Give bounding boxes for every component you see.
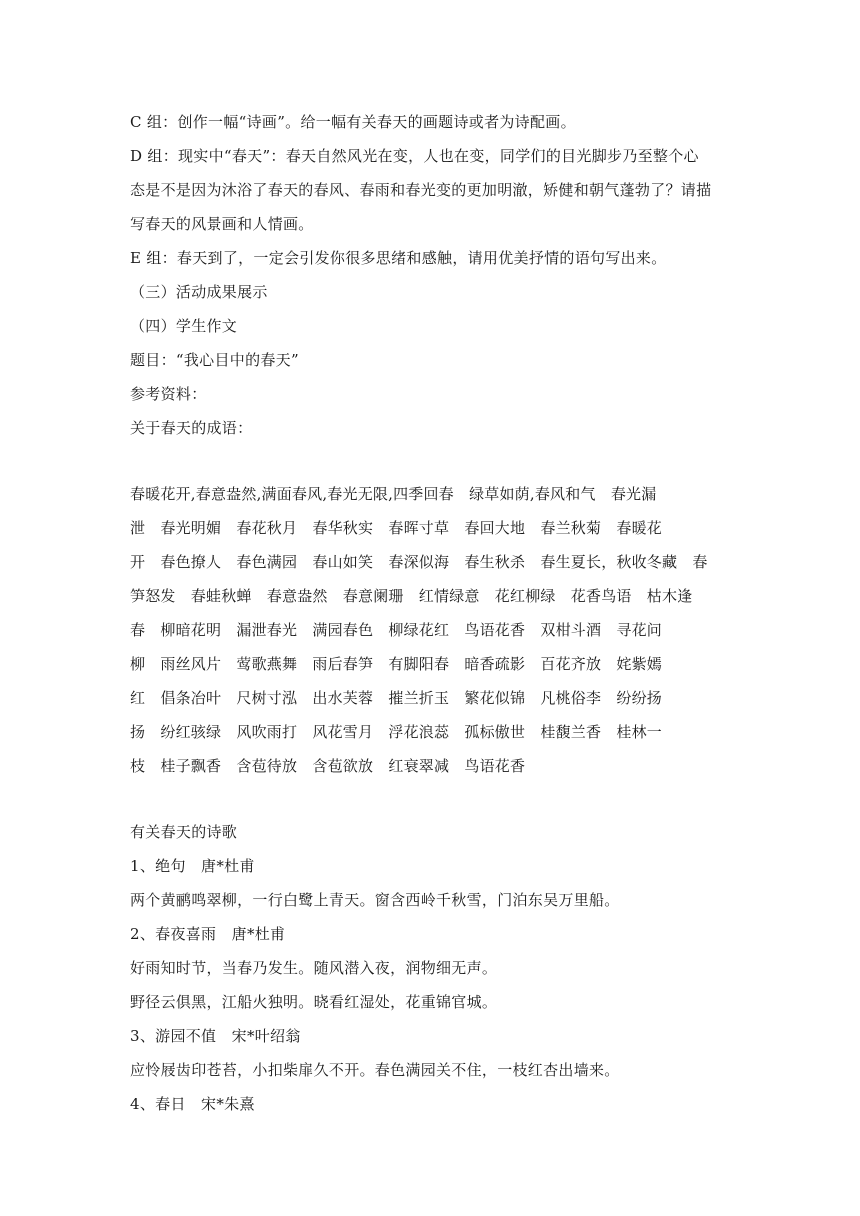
section-results-heading: （三）活动成果展示 xyxy=(130,283,268,301)
idiom-line: 春 柳暗花明 漏泄春光 满园春色 柳绿花红 鸟语花香 双柑斗酒 寻花问 xyxy=(130,621,663,639)
idiom-line: 笋怒发 春蛙秋蝉 春意盎然 春意阑珊 红情绿意 花红柳绿 花香鸟语 枯木逢 xyxy=(130,587,693,605)
group-d-text-line2: 态是不是因为沐浴了春天的春风、春雨和春光变的更加明澈，矫健和朝气蓬勃了？请描 xyxy=(130,181,712,199)
idiom-line: 扬 纷红骇绿 风吹雨打 风花雪月 浮花浪蕊 孤标傲世 桂馥兰香 桂林一 xyxy=(130,723,663,741)
idiom-line: 泄 春光明媚 春花秋月 春华秋实 春晖寸草 春回大地 春兰秋菊 春暖花 xyxy=(130,519,663,537)
idiom-line: 枝 桂子飘香 含苞待放 含苞欲放 红衰翠减 鸟语花香 xyxy=(130,757,526,775)
group-d-text-line3: 写春天的风景画和人情画。 xyxy=(130,215,314,233)
essay-topic: 题目：“我心目中的春天” xyxy=(130,351,299,369)
idiom-line: 柳 雨丝风片 莺歌燕舞 雨后春笋 有脚阳春 暗香疏影 百花齐放 姹紫嫣 xyxy=(130,655,663,673)
idiom-line: 春暖花开,春意盎然,满面春风,春光无限,四季回春 绿草如荫,春风和气 春光漏 xyxy=(130,485,657,503)
group-d-text-line1: D 组：现实中“春天”：春天自然风光在变，人也在变，同学们的目光脚步乃至整个心 xyxy=(130,147,699,165)
idiom-line: 开 春色撩人 春色满园 春山如笑 春深似海 春生秋杀 春生夏长，秋收冬藏 春 xyxy=(130,553,708,571)
idiom-line: 红 倡条冶叶 尺树寸泓 出水芙蓉 摧兰折玉 繁花似锦 凡桃俗李 纷纷扬 xyxy=(130,689,663,707)
reference-heading: 参考资料： xyxy=(130,385,207,403)
poem-2-title: 2、春夜喜雨 唐*杜甫 xyxy=(130,925,286,943)
poems-heading: 有关春天的诗歌 xyxy=(130,823,238,841)
idioms-heading: 关于春天的成语： xyxy=(130,419,253,437)
poem-3-title: 3、游园不值 宋*叶绍翁 xyxy=(130,1027,301,1045)
group-e-text: E 组：春天到了，一定会引发你很多思绪和感触，请用优美抒情的语句写出来。 xyxy=(130,249,667,267)
poem-1-text: 两个黄鹂鸣翠柳，一行白鹭上青天。窗含西岭千秋雪，门泊东吴万里船。 xyxy=(130,891,620,909)
poem-1-title: 1、绝句 唐*杜甫 xyxy=(130,857,255,875)
poem-3-text: 应怜屐齿印苍苔，小扣柴扉久不开。春色满园关不住，一枝红杏出墙来。 xyxy=(130,1061,620,1079)
poem-2-text-line2: 野径云俱黑，江船火独明。晓看红湿处，花重锦官城。 xyxy=(130,993,498,1011)
group-c-text: C 组：创作一幅“诗画”。给一幅有关春天的画题诗或者为诗配画。 xyxy=(130,113,576,131)
section-essay-heading: （四）学生作文 xyxy=(130,317,238,335)
poem-2-text-line1: 好雨知时节，当春乃发生。随风潜入夜，润物细无声。 xyxy=(130,959,498,977)
poem-4-title: 4、春日 宋*朱熹 xyxy=(130,1095,255,1113)
